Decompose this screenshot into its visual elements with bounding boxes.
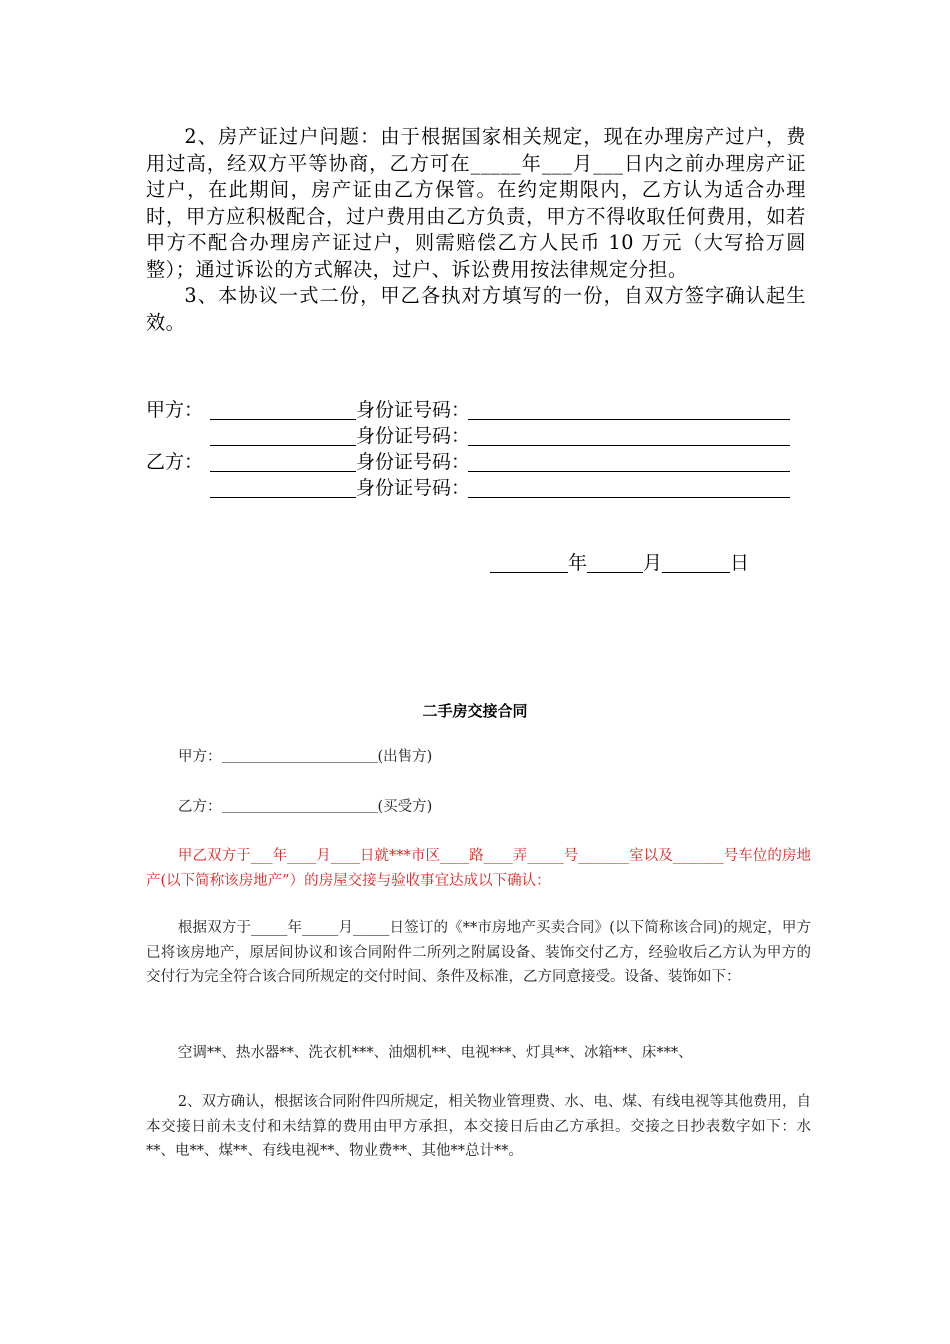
seller-line [146,745,811,770]
fees-paragraph: 2、双方确认，根据该合同附件四所规定，相关物业管理费、水、电、煤、有线电视等其他费用，自本交接日前未支付和未结算的费用由甲方承担，本交接日后由乙方承担。交接之日抄表数字如下：水**、电**、煤**、有线电视**、物业费**、其他**总计**。 [146,1094,811,1159]
buyer-label: 乙方： [178,799,222,815]
signature-row-b2 [146,475,790,501]
party-b-id-line[interactable] [468,451,790,472]
party-a2-name-line[interactable] [210,425,356,446]
party-a-id-line[interactable] [468,399,790,420]
signature-row-a2 [146,423,790,449]
seller-label: 甲方： [178,749,222,765]
date-day-label: 日 [730,552,750,574]
party-b-name-line[interactable] [210,451,356,472]
party-b2-id-line[interactable] [468,477,790,498]
date-year-label: 年 [568,552,588,574]
date-day-line[interactable] [662,552,730,573]
date-month-label: 月 [643,552,663,574]
party-b2-name-line[interactable] [210,477,356,498]
party-a-label: 甲方： [146,399,204,421]
id-label: 身份证号码： [356,477,471,499]
signature-row-a1 [146,397,790,423]
party-b-label: 乙方： [146,451,204,473]
date-year-line[interactable] [490,552,568,573]
red-intro-paragraph: 甲乙双方于___年____月____日就***市区____路____弄_____号_______室以及_______号车位的房地产(以下简称该房地产”）的房屋交接与验收事宜达成以下确认： [146,848,811,889]
contract-title: 二手房交接合同 [422,702,528,720]
id-label: 身份证号码： [356,425,471,447]
signature-row-b1 [146,449,790,475]
buyer-line [146,795,811,820]
buyer-role: (买受方) [377,799,433,815]
id-label: 身份证号码： [356,451,471,473]
delivery-paragraph: 根据双方于_____年_____月_____日签订的《**市房地产买卖合同》(以下简称该合同)的规定，甲方已将该房地产，原居间协议和该合同附件二所列之附属设备、装饰交付乙方，经验收后乙方认为甲方的交付行为完全符合该合同所规定的交付时间、条件及标准，乙方同意接受。设备、装饰如下： [146,920,811,985]
clause-3-text: 3、本协议一式二份，甲乙各执对方填写的一份，自双方签字确认起生效。 [146,284,806,334]
buyer-name-line[interactable] [222,797,378,813]
clause-2-text: 2、房产证过户问题：由于根据国家相关规定，现在办理房产过户，费用过高，经双方平等协商，乙方可在_____年___月___日内之前办理房产证过户，在此期间，房产证由乙方保管。在约定期限内，乙方认为适合办理时，甲方应积极配合，过户费用由乙方负责，甲方不得收取任何费用，如若甲方不配合办理房产证过户，则需赔偿乙方人民币 10 万元（大写拾万圆整）；通过诉讼的方式解决，过户、诉讼费用按法律规定分担。 [146,125,806,281]
date-month-line[interactable] [587,552,643,573]
id-label: 身份证号码： [356,399,471,421]
signing-date [490,548,749,575]
clause-2-paragraph [146,124,806,336]
seller-role: (出售方) [377,749,433,765]
equipment-list: 空调**、热水器**、洗衣机***、油烟机**、电视***、灯具**、冰箱**、床***、 [177,1045,693,1061]
party-a-name-line[interactable] [210,399,356,420]
party-a2-id-line[interactable] [468,425,790,446]
seller-name-line[interactable] [222,747,378,763]
